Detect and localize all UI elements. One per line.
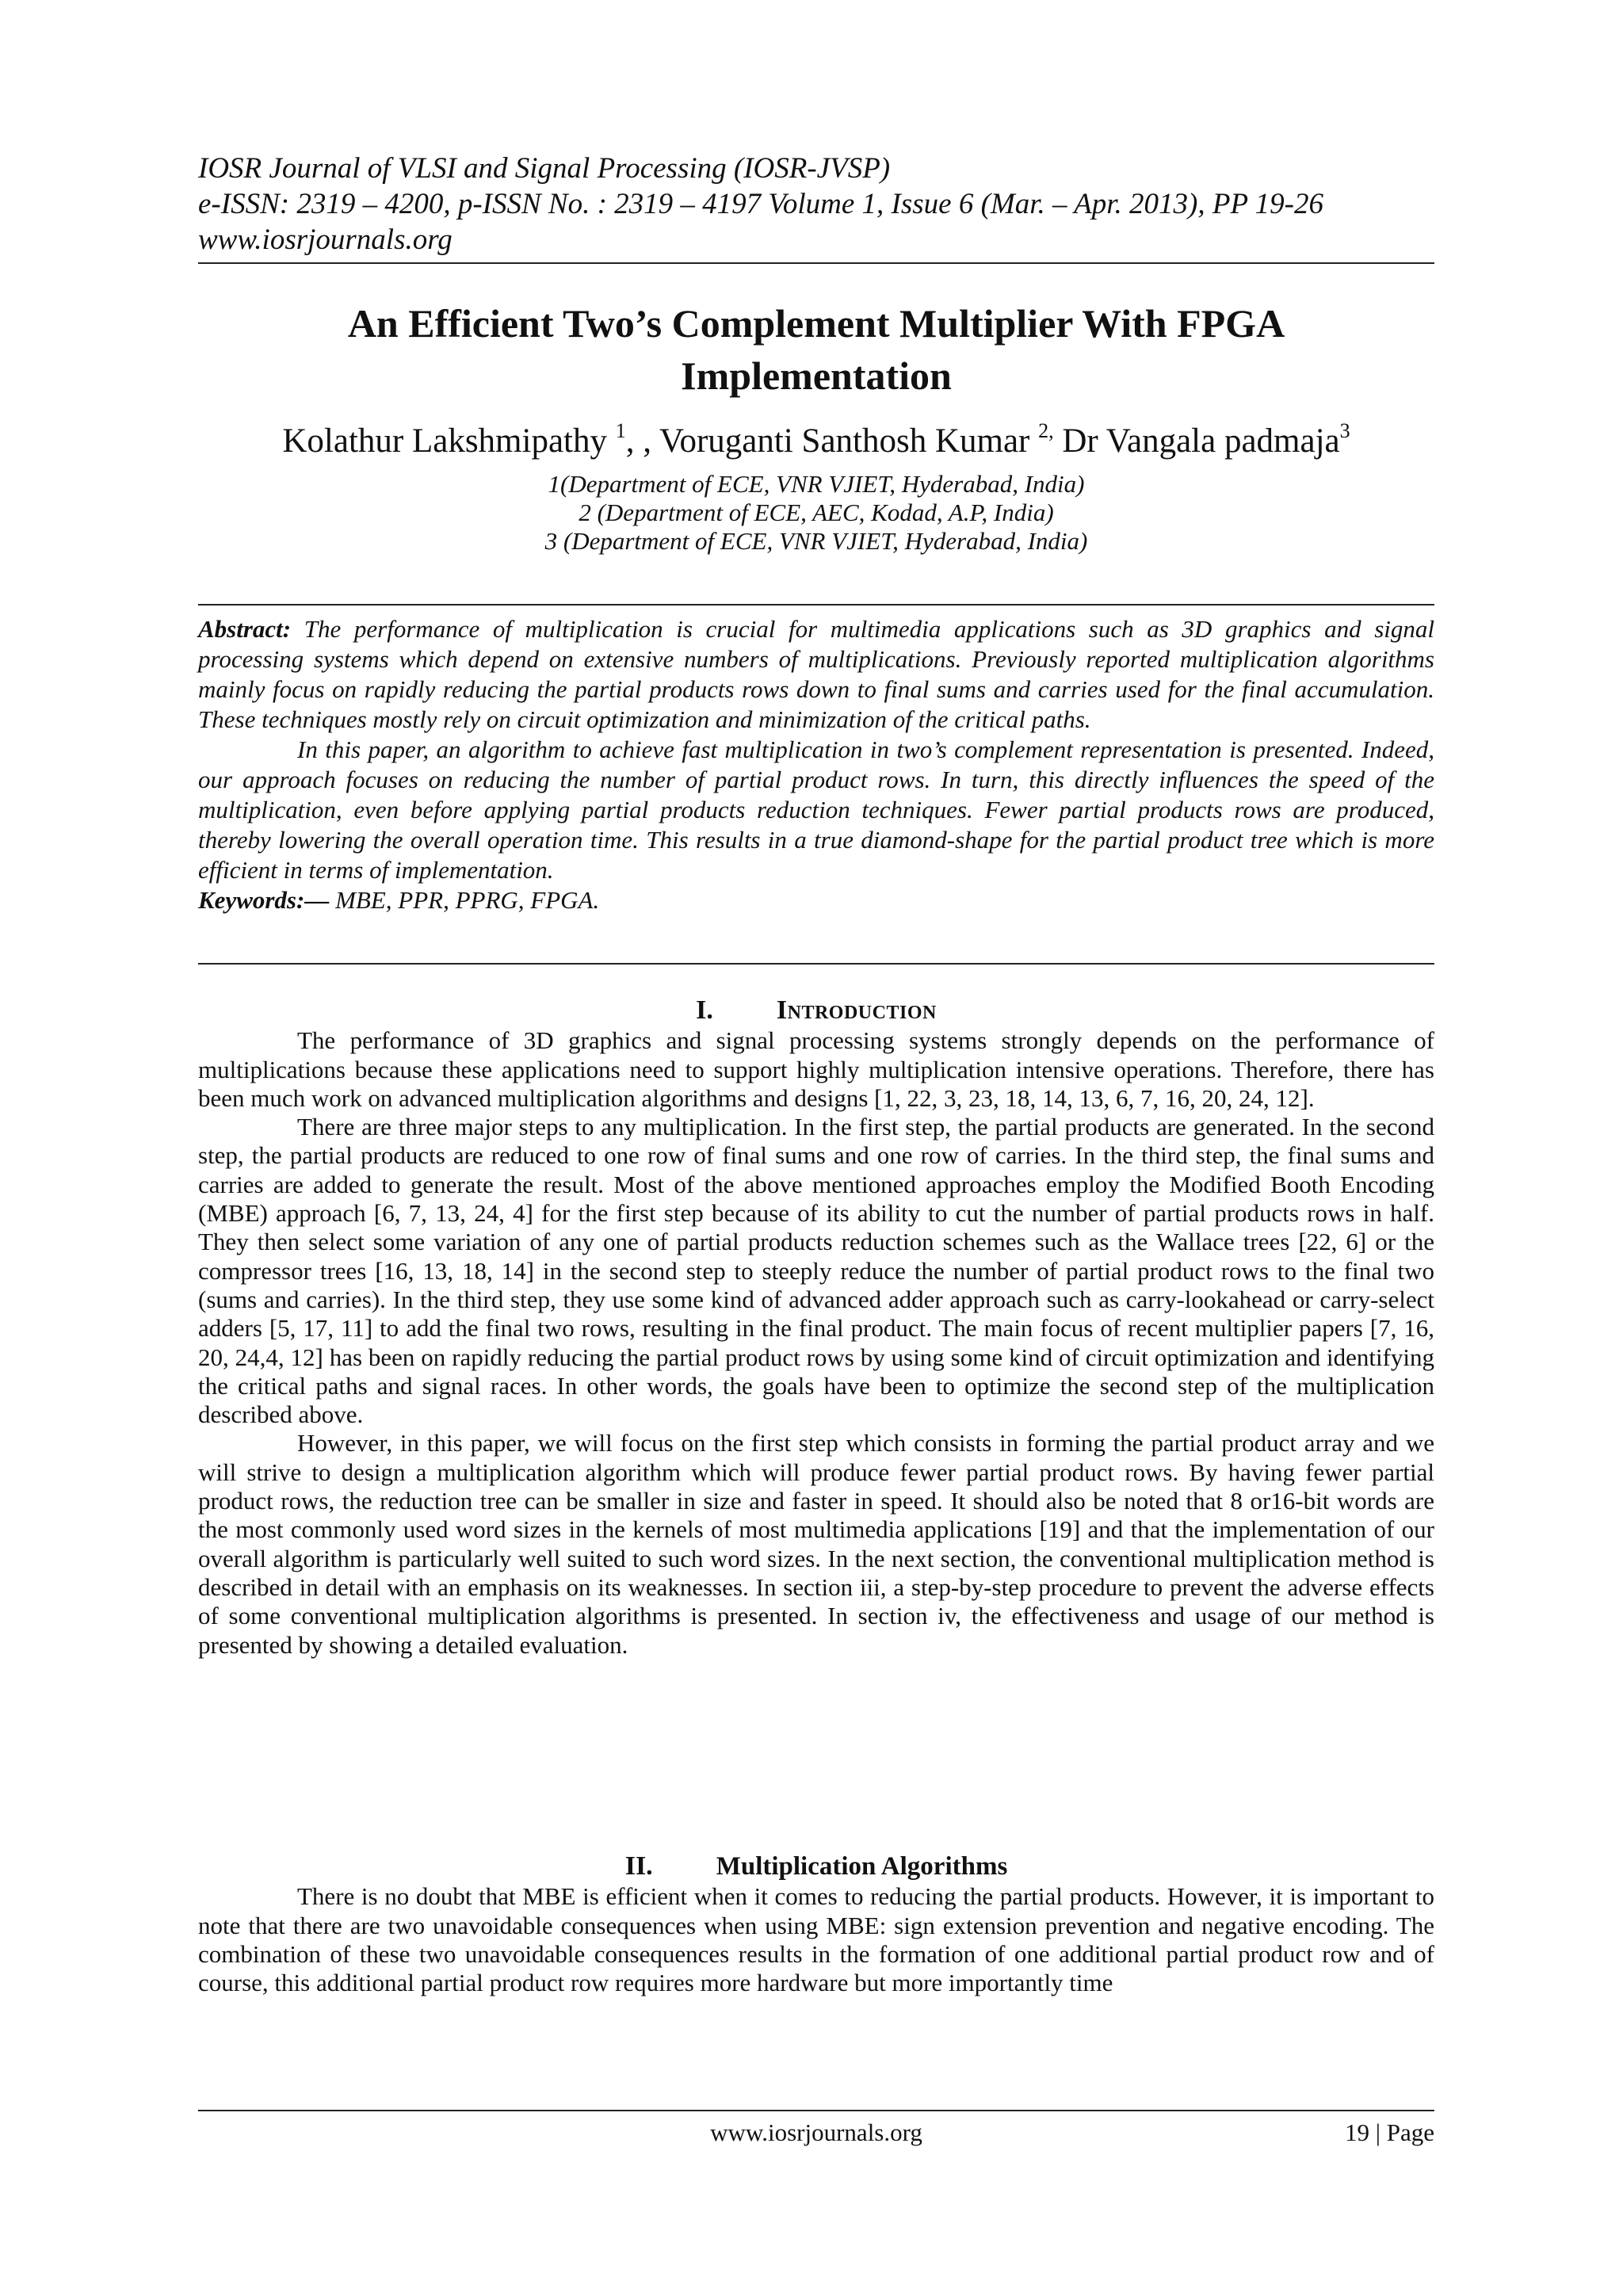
author-3: Dr Vangala padmaja [1053, 422, 1340, 460]
affiliation-3: 3 (Department of ECE, VNR VJIET, Hyderabad, India) [544, 527, 1088, 555]
keywords-text: MBE, PPR, PPRG, FPGA. [329, 886, 600, 914]
section-1-paragraph-1: The performance of 3D graphics and signal processing systems strongly depends on the performance of multiplications because these applications need to support highly multiplication intensive operations. Therefore, there has been much work on advanced multiplication algorithms and designs [1, 22, 3, 23, 18, 14, 13, 6, 7, 16, 20, 24, 12]. [198, 1026, 1434, 1112]
section-1-title: Introduction [776, 995, 937, 1025]
section-1-number: I. [696, 995, 713, 1025]
footer-rule [198, 2110, 1434, 2111]
paper-title [198, 297, 1434, 402]
section-2-heading [198, 1852, 1434, 1881]
section-2-title: Multiplication Algorithms [716, 1852, 1008, 1881]
affiliations [198, 470, 1434, 556]
section-2-paragraph-1: There is no doubt that MBE is efficient when it comes to reducing the partial products. However, it is important to note that there are two unavoidable consequences when using MBE: sign extension prevention and negative encoding. The combination of these two unavoidable consequences results in the formation of one additional partial product row and of course, this additional partial product row requires more hardware but more importantly time [198, 1882, 1434, 1997]
author-1-mark: 1 [615, 419, 626, 442]
abstract-bottom-rule [198, 963, 1434, 965]
section-1-paragraph-3: However, in this paper, we will focus on the first step which consists in forming the partial product array and we will strive to design a multiplication algorithm which will produce fewer partial product rows. By having fewer partial product rows, the reduction tree can be smaller in size and faster in speed. It should also be noted that 8 or16-bit words are the most commonly used word sizes in the kernels of most multimedia applications [19] and that the implementation of our overall algorithm is particularly well suited to such word sizes. In the next section, the conventional multiplication method is described in detail with an emphasis on its weaknesses. In section iii, a step-by-step procedure to prevent the adverse effects of some conventional multiplication algorithms is presented. In section iv, the effectiveness and usage of our method is presented by showing a detailed evaluation. [198, 1429, 1434, 1659]
journal-name: IOSR Journal of VLSI and Signal Processing (IOSR-JVSP) [198, 152, 891, 185]
abstract-label: Abstract: [198, 615, 292, 643]
abstract-top-rule [198, 604, 1434, 606]
journal-url: www.iosrjournals.org [198, 223, 453, 256]
abstract-paragraph-1 [198, 614, 1434, 735]
abstract-paragraph-2: In this paper, an algorithm to achieve fast multiplication in two’s complement representation is presented. Indeed, our approach focuses on reducing the number of partial product rows. In turn, this directly influences the speed of the multiplication, even before applying partial products reduction techniques. Fewer partial products rows are produced, thereby lowering the overall operation time. This results in a true diamond-shape for the partial product tree which is more efficient in terms of implementation. [198, 735, 1434, 884]
title-line-2: Implementation [681, 353, 952, 398]
section-introduction [198, 996, 1434, 1660]
author-1: Kolathur Lakshmipathy [282, 422, 616, 460]
title-line-1: An Efficient Two’s Complement Multiplier With FPGA [347, 301, 1285, 346]
journal-header [198, 151, 1434, 258]
section-1-paragraph-2: There are three major steps to any multiplication. In the first step, the partial products are generated. In the second step, the partial products are reduced to one row of final sums and one row of carries. In the third step, the final sums and carries are added to generate the result. Most of the above mentioned approaches employ the Modified Booth Encoding (MBE) approach [6, 7, 13, 24, 4] for the first step because of its ability to cut the number of partial products rows in half. They then select some variation of any one of partial products reduction schemes such as the Wallace trees [22, 6] or the compressor trees [16, 13, 18, 14] in the second step to steeply reduce the number of partial product rows to the final two (sums and carries). In the third step, they use some kind of advanced adder approach such as carry-lookahead or carry-select adders [5, 17, 11] to add the final two rows, resulting in the final product. The main focus of recent multiplier papers [7, 16, 20, 24,4, 12] has been on rapidly reducing the partial product rows by using some kind of circuit optimization and identifying the critical paths and signal races. In other words, the goals have been to optimize the second step of the multiplication described above. [198, 1113, 1434, 1429]
author-2-mark: 2, [1038, 419, 1054, 442]
author-2: , , Voruganti Santhosh Kumar [625, 422, 1039, 460]
abstract-block [198, 614, 1434, 915]
keywords-label: Keywords:— [198, 886, 330, 914]
affiliation-1: 1(Department of ECE, VNR VJIET, Hyderabad, India) [548, 470, 1085, 498]
page-number: 19 | Page [1345, 2118, 1434, 2146]
section-1-heading [198, 996, 1434, 1025]
abstract-text-1: The performance of multiplication is crucial for multimedia applications such as 3D graphics and signal processing systems which depend on extensive numbers of multiplications. Previously reported multiplication algorithms mainly focus on rapidly reducing the partial products rows down to final sums and carries used for the final accumulation. These techniques mostly rely on circuit optimization and minimization of the critical paths. [198, 615, 1434, 733]
header-rule [198, 262, 1434, 264]
author-list [198, 420, 1434, 463]
journal-issn: e-ISSN: 2319 – 4200, p-ISSN No. : 2319 – 4197 Volume 1, Issue 6 (Mar. – Apr. 2013), PP 19-26 [198, 188, 1323, 220]
footer-url: www.iosrjournals.org [710, 2118, 922, 2146]
section-multiplication-algorithms [198, 1852, 1434, 1997]
author-3-mark: 3 [1339, 419, 1350, 442]
affiliation-2: 2 (Department of ECE, AEC, Kodad, A.P, India) [579, 499, 1054, 526]
keywords-line [198, 885, 1434, 915]
section-2-number: II. [624, 1851, 653, 1881]
